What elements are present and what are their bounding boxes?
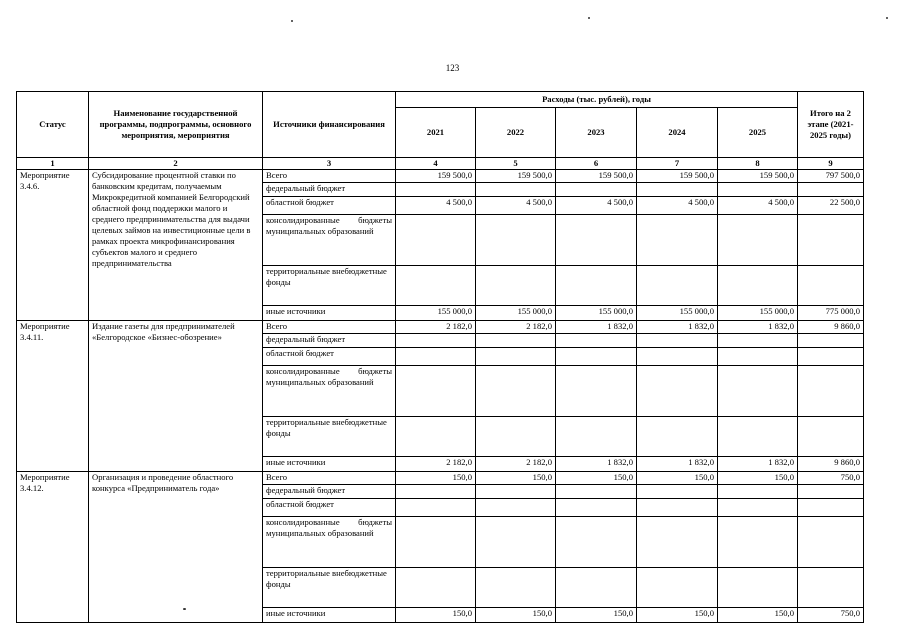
total-value-cell: 9 860,0 bbox=[798, 457, 864, 472]
year-value-cell bbox=[637, 266, 718, 306]
total-value-cell bbox=[798, 348, 864, 366]
total-value-cell bbox=[798, 334, 864, 348]
total-value-cell bbox=[798, 417, 864, 457]
total-value-cell: 750,0 bbox=[798, 608, 864, 623]
year-value-cell bbox=[396, 517, 476, 568]
year-value-cell: 159 500,0 bbox=[556, 170, 637, 183]
year-value-cell bbox=[637, 348, 718, 366]
column-number: 6 bbox=[556, 158, 637, 170]
year-value-cell: 159 500,0 bbox=[396, 170, 476, 183]
year-value-cell bbox=[476, 568, 556, 608]
year-value-cell bbox=[396, 266, 476, 306]
year-value-cell bbox=[637, 334, 718, 348]
year-value-cell: 1 832,0 bbox=[637, 457, 718, 472]
header-expenses: Расходы (тыс. рублей), годы bbox=[396, 92, 798, 108]
year-value-cell bbox=[718, 348, 798, 366]
funding-source-cell: иные источники bbox=[263, 306, 396, 321]
year-value-cell: 2 182,0 bbox=[476, 321, 556, 334]
total-value-cell: 9 860,0 bbox=[798, 321, 864, 334]
funding-source-cell: консолидированные бюджеты муниципальных образований bbox=[263, 215, 396, 266]
year-value-cell: 1 832,0 bbox=[718, 321, 798, 334]
year-value-cell: 4 500,0 bbox=[637, 197, 718, 215]
year-value-cell: 4 500,0 bbox=[556, 197, 637, 215]
total-value-cell bbox=[798, 266, 864, 306]
status-cell: Мероприятие 3.4.12. bbox=[17, 472, 89, 623]
funding-source-cell: Всего bbox=[263, 170, 396, 183]
year-value-cell bbox=[718, 334, 798, 348]
funding-source-cell: территориальные внебюджетные фонды bbox=[263, 417, 396, 457]
year-value-cell bbox=[718, 183, 798, 197]
header-year: 2025 bbox=[718, 108, 798, 158]
year-value-cell bbox=[396, 334, 476, 348]
year-value-cell bbox=[556, 334, 637, 348]
scan-speck bbox=[183, 608, 186, 610]
year-value-cell: 155 000,0 bbox=[396, 306, 476, 321]
year-value-cell bbox=[637, 366, 718, 417]
header-sources: Источники финансирования bbox=[263, 92, 396, 158]
year-value-cell bbox=[637, 417, 718, 457]
year-value-cell: 4 500,0 bbox=[476, 197, 556, 215]
scan-speck bbox=[886, 17, 888, 19]
year-value-cell bbox=[718, 215, 798, 266]
year-value-cell: 159 500,0 bbox=[476, 170, 556, 183]
year-value-cell bbox=[476, 215, 556, 266]
scan-speck bbox=[588, 17, 590, 19]
year-value-cell: 2 182,0 bbox=[396, 457, 476, 472]
page-number: 123 bbox=[445, 63, 460, 73]
year-value-cell bbox=[396, 348, 476, 366]
year-value-cell: 150,0 bbox=[556, 472, 637, 485]
year-value-cell: 2 182,0 bbox=[476, 457, 556, 472]
total-value-cell bbox=[798, 517, 864, 568]
year-value-cell bbox=[637, 183, 718, 197]
funding-source-cell: территориальные внебюджетные фонды bbox=[263, 568, 396, 608]
scan-speck bbox=[291, 20, 293, 22]
year-value-cell bbox=[556, 266, 637, 306]
program-name-cell: Субсидирование процентной ставки по банковским кредитам, получаемым Микрокредитной компанией Белгородский областной фонд поддержки малого и среднего предпринимательства для выдачи целевых займов на инвестиционные цели в рамках проекта микрофинансирования субъектов малого и среднего предпринимательства bbox=[89, 170, 263, 321]
year-value-cell bbox=[396, 568, 476, 608]
funding-source-cell: областной бюджет bbox=[263, 499, 396, 517]
year-value-cell bbox=[476, 517, 556, 568]
year-value-cell bbox=[556, 366, 637, 417]
funding-source-cell: федеральный бюджет bbox=[263, 485, 396, 499]
total-value-cell: 797 500,0 bbox=[798, 170, 864, 183]
header-program: Наименование государственной программы, подпрограммы, основного мероприятия, мероприятия bbox=[89, 92, 263, 158]
year-value-cell bbox=[556, 215, 637, 266]
year-value-cell: 1 832,0 bbox=[556, 457, 637, 472]
year-value-cell: 150,0 bbox=[476, 608, 556, 623]
funding-source-cell: Всего bbox=[263, 472, 396, 485]
column-number: 9 bbox=[798, 158, 864, 170]
table-row bbox=[17, 472, 864, 485]
year-value-cell: 150,0 bbox=[718, 472, 798, 485]
year-value-cell bbox=[556, 417, 637, 457]
year-value-cell bbox=[637, 568, 718, 608]
year-value-cell: 4 500,0 bbox=[396, 197, 476, 215]
total-value-cell bbox=[798, 568, 864, 608]
header-year: 2023 bbox=[556, 108, 637, 158]
column-number: 2 bbox=[89, 158, 263, 170]
year-value-cell bbox=[476, 348, 556, 366]
funding-source-cell: иные источники bbox=[263, 457, 396, 472]
year-value-cell: 150,0 bbox=[396, 608, 476, 623]
year-value-cell bbox=[556, 348, 637, 366]
header-year: 2024 bbox=[637, 108, 718, 158]
funding-source-cell: федеральный бюджет bbox=[263, 183, 396, 197]
program-name-cell: Издание газеты для предпринимателей «Белгородское «Бизнес-обозрение» bbox=[89, 321, 263, 472]
table-row bbox=[17, 170, 864, 183]
year-value-cell bbox=[556, 485, 637, 499]
budget-table bbox=[16, 91, 864, 623]
year-value-cell: 155 000,0 bbox=[556, 306, 637, 321]
year-value-cell bbox=[396, 417, 476, 457]
year-value-cell bbox=[718, 568, 798, 608]
year-value-cell bbox=[476, 183, 556, 197]
funding-source-cell: консолидированные бюджеты муниципальных образований bbox=[263, 517, 396, 568]
year-value-cell bbox=[396, 183, 476, 197]
year-value-cell bbox=[637, 215, 718, 266]
funding-source-cell: Всего bbox=[263, 321, 396, 334]
total-value-cell bbox=[798, 183, 864, 197]
year-value-cell: 159 500,0 bbox=[718, 170, 798, 183]
year-value-cell: 159 500,0 bbox=[637, 170, 718, 183]
year-value-cell: 150,0 bbox=[396, 472, 476, 485]
header-year: 2022 bbox=[476, 108, 556, 158]
funding-source-cell: областной бюджет bbox=[263, 197, 396, 215]
year-value-cell: 150,0 bbox=[637, 472, 718, 485]
funding-source-cell: консолидированные бюджеты муниципальных образований bbox=[263, 366, 396, 417]
year-value-cell bbox=[476, 485, 556, 499]
header-status: Статус bbox=[17, 92, 89, 158]
year-value-cell: 155 000,0 bbox=[476, 306, 556, 321]
year-value-cell: 4 500,0 bbox=[718, 197, 798, 215]
header-year: 2021 bbox=[396, 108, 476, 158]
year-value-cell bbox=[476, 366, 556, 417]
year-value-cell bbox=[718, 485, 798, 499]
year-value-cell: 150,0 bbox=[556, 608, 637, 623]
year-value-cell bbox=[476, 334, 556, 348]
status-cell: Мероприятие 3.4.11. bbox=[17, 321, 89, 472]
funding-source-cell: иные источники bbox=[263, 608, 396, 623]
year-value-cell bbox=[476, 417, 556, 457]
year-value-cell: 1 832,0 bbox=[556, 321, 637, 334]
status-cell: Мероприятие 3.4.6. bbox=[17, 170, 89, 321]
year-value-cell: 150,0 bbox=[718, 608, 798, 623]
year-value-cell bbox=[556, 183, 637, 197]
year-value-cell bbox=[637, 517, 718, 568]
total-value-cell bbox=[798, 485, 864, 499]
column-number: 8 bbox=[718, 158, 798, 170]
year-value-cell bbox=[718, 417, 798, 457]
funding-source-cell: областной бюджет bbox=[263, 348, 396, 366]
column-number: 7 bbox=[637, 158, 718, 170]
year-value-cell bbox=[718, 266, 798, 306]
column-number: 5 bbox=[476, 158, 556, 170]
year-value-cell: 155 000,0 bbox=[637, 306, 718, 321]
year-value-cell bbox=[718, 517, 798, 568]
year-value-cell bbox=[396, 215, 476, 266]
year-value-cell: 155 000,0 bbox=[718, 306, 798, 321]
total-value-cell: 22 500,0 bbox=[798, 197, 864, 215]
year-value-cell: 150,0 bbox=[476, 472, 556, 485]
year-value-cell bbox=[556, 517, 637, 568]
total-value-cell: 750,0 bbox=[798, 472, 864, 485]
year-value-cell bbox=[718, 366, 798, 417]
funding-source-cell: федеральный бюджет bbox=[263, 334, 396, 348]
year-value-cell bbox=[556, 568, 637, 608]
year-value-cell bbox=[476, 266, 556, 306]
table-row bbox=[17, 321, 864, 334]
year-value-cell: 2 182,0 bbox=[396, 321, 476, 334]
year-value-cell: 1 832,0 bbox=[718, 457, 798, 472]
year-value-cell bbox=[637, 499, 718, 517]
year-value-cell bbox=[396, 366, 476, 417]
total-value-cell bbox=[798, 215, 864, 266]
year-value-cell bbox=[637, 485, 718, 499]
column-number: 3 bbox=[263, 158, 396, 170]
total-value-cell bbox=[798, 366, 864, 417]
year-value-cell bbox=[476, 499, 556, 517]
year-value-cell bbox=[718, 499, 798, 517]
column-number: 4 bbox=[396, 158, 476, 170]
year-value-cell bbox=[556, 499, 637, 517]
year-value-cell bbox=[396, 485, 476, 499]
year-value-cell: 150,0 bbox=[637, 608, 718, 623]
program-name-cell: Организация и проведение областного конкурса «Предприниматель года» bbox=[89, 472, 263, 623]
year-value-cell bbox=[396, 499, 476, 517]
total-value-cell: 775 000,0 bbox=[798, 306, 864, 321]
column-number: 1 bbox=[17, 158, 89, 170]
year-value-cell: 1 832,0 bbox=[637, 321, 718, 334]
total-value-cell bbox=[798, 499, 864, 517]
header-total: Итого на 2 этапе (2021-2025 годы) bbox=[798, 92, 864, 158]
funding-source-cell: территориальные внебюджетные фонды bbox=[263, 266, 396, 306]
